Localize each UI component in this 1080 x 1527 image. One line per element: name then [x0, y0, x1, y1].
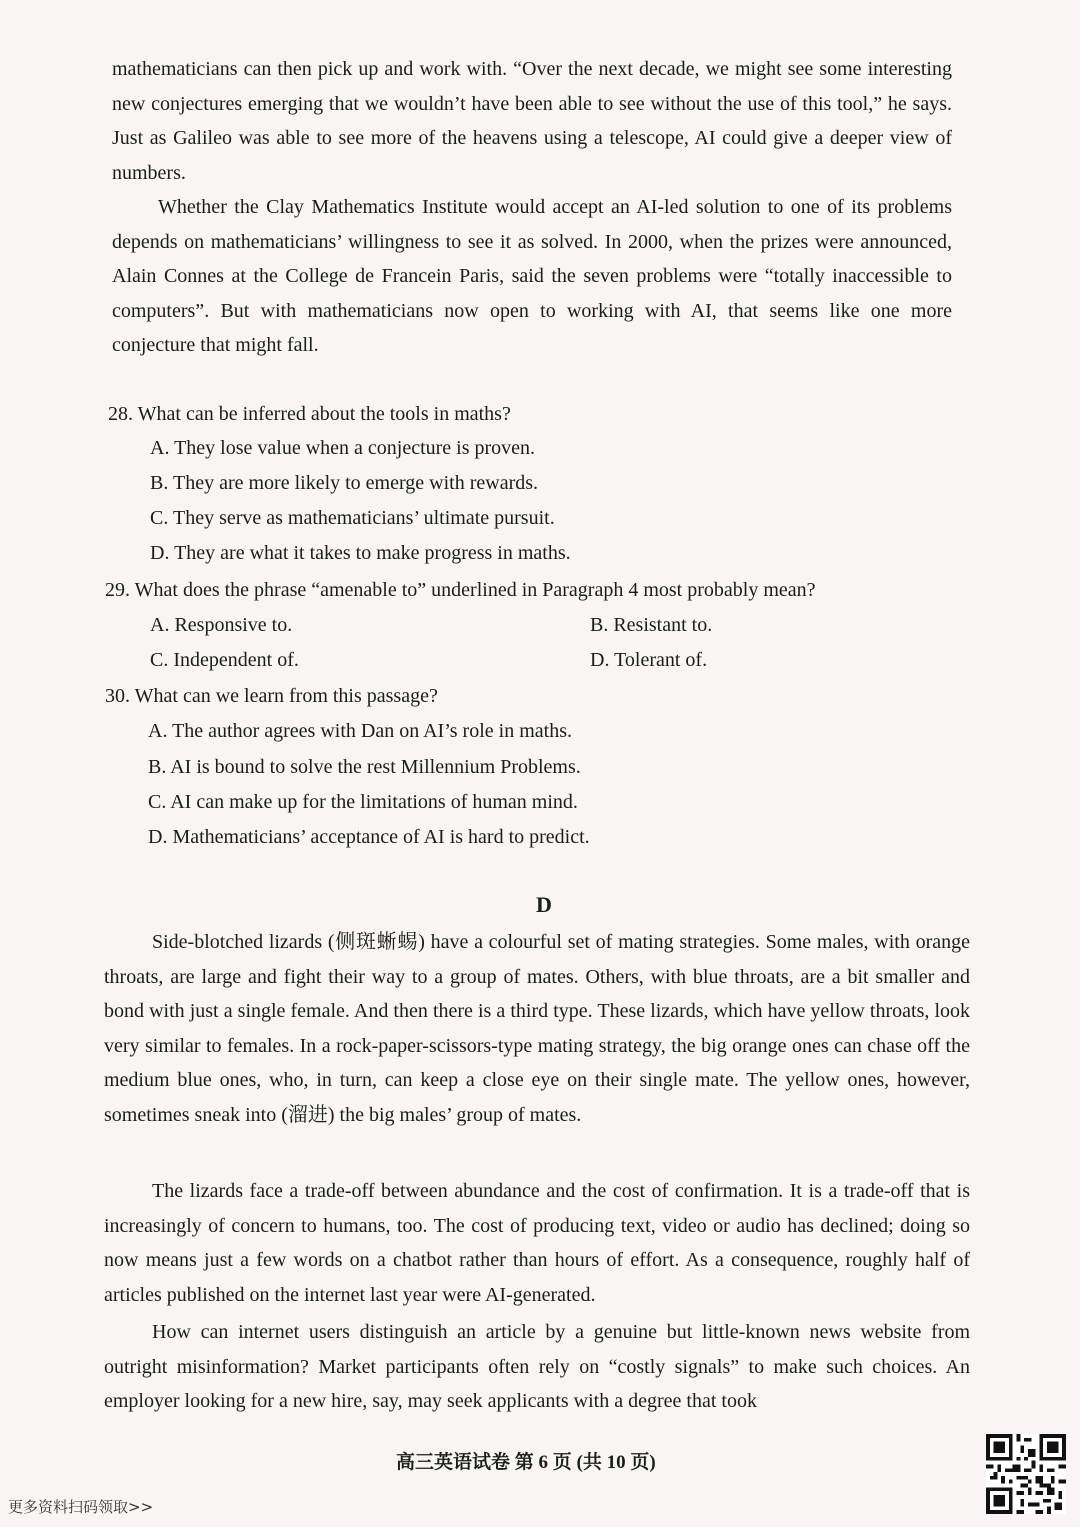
question-30-stem: 30. What can we learn from this passage? — [105, 685, 438, 707]
question-30-option-c: C. AI can make up for the limitations of human mind. — [148, 791, 578, 813]
question-30-option-b: B. AI is bound to solve the rest Millennium Problems. — [148, 756, 581, 778]
question-28-option-a: A. They lose value when a conjecture is proven. — [150, 437, 536, 459]
question-29-stem: 29. What does the phrase “amenable to” underlined in Paragraph 4 most probably mean? — [105, 579, 816, 601]
paragraph-trade-off: The lizards face a trade-off between abundance and the cost of confirmation. It is a trade-off that is increasingly of concern to humans, too. The cost of producing text, video or audio has declined; doing so now means just a few words on a chatbot rather than hours of effort. As a consequence, roughly half of articles published on the internet last year were AI-generated. — [104, 1180, 970, 1306]
question-28-option-c: C. They serve as mathematicians’ ultimate pursuit. — [150, 507, 555, 529]
paragraph-lizards: Side-blotched lizards (侧斑蜥蜴) have a colourful set of mating strategies. Some males, with orange throats, are large and fight their way to a group of mates. Others, with blue throats, are a bit smaller and bond with just a single female. And then there is a third type. These lizards, which have yellow throats, look very similar to females. In a rock-paper-scissors-type mating strategy, the big orange ones can chase off the medium blue ones, who, in turn, can keep a close eye on their single mate. The yellow ones, however, sometimes sneak into (溜进) the big males’ group of mates. — [104, 931, 970, 1126]
question-30-option-d: D. Mathematicians’ acceptance of AI is hard to predict. — [148, 826, 590, 848]
question-29-option-a: A. Responsive to. — [150, 614, 293, 636]
paragraph-clay-institute: Whether the Clay Mathematics Institute would accept an AI-led solution to one of its problems depends on mathematicians’ willingness to see it as solved. In 2000, when the prizes were announced, Alain Connes at the College de Francein Paris, said the seven problems were “totally inaccessible to computers”. But with mathematicians now open to working with AI, that seems like one more conjecture that might fall. — [112, 196, 952, 357]
question-29-option-d: D. Tolerant of. — [590, 649, 708, 671]
question-29-option-b: B. Resistant to. — [590, 614, 713, 636]
question-30-option-a: A. The author agrees with Dan on AI’s role in maths. — [148, 720, 572, 742]
paragraph-continuation: mathematicians can then pick up and work with. “Over the next decade, we might see some interesting new conjectures emerging that we wouldn’t have been able to see without the use of this tool,” he says. Just as Galileo was able to see more of the heavens using a telescope, AI could give a deeper view of numbers. — [112, 58, 952, 184]
paragraph-costly-signals: How can internet users distinguish an article by a genuine but little-known news website from outright misinformation? Market participants often rely on “costly signals” to make such choices. An employer looking for a new hire, say, may seek applicants with a degree that took — [104, 1321, 970, 1413]
qr-code-icon[interactable] — [986, 1434, 1066, 1514]
question-29-option-c: C. Independent of. — [150, 649, 299, 671]
page-footer: 高三英语试卷 第 6 页 (共 10 页) — [396, 1452, 656, 1473]
question-28-option-b: B. They are more likely to emerge with rewards. — [150, 472, 539, 494]
section-heading-d: D — [536, 892, 552, 917]
question-28-option-d: D. They are what it takes to make progress in maths. — [150, 542, 571, 564]
more-resources-link[interactable]: 更多资料扫码领取>> — [8, 1498, 154, 1516]
question-28-stem: 28. What can be inferred about the tools in maths? — [108, 403, 511, 425]
